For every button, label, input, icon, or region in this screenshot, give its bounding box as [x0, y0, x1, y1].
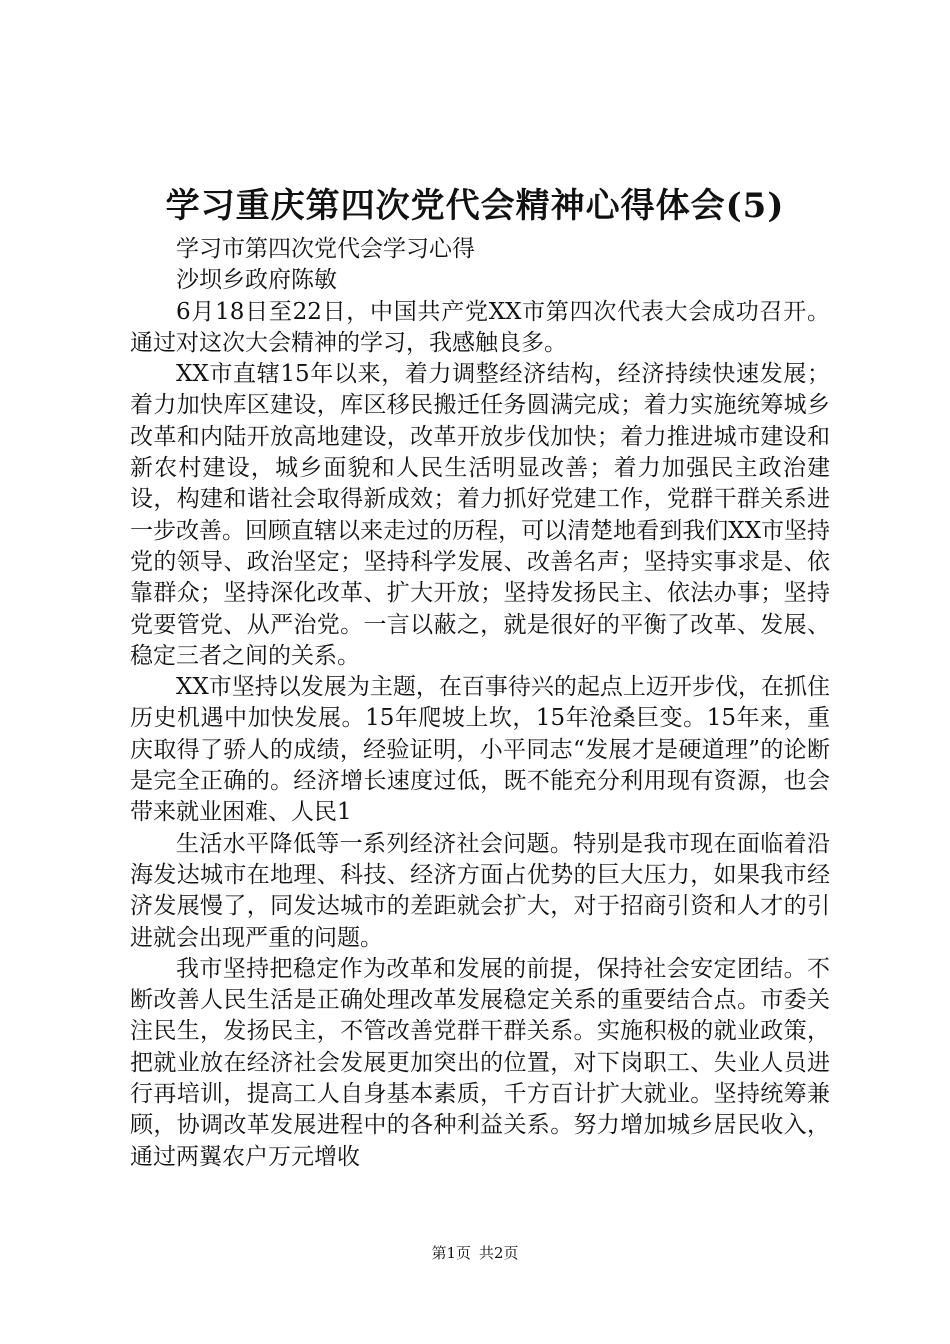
- subtitle-line: 学习市第四次党代会学习心得: [176, 236, 475, 262]
- page-footer: [0, 1243, 950, 1263]
- body-paragraph: XX市直辖15年以来，着力调整经济结构，经济持续快速发展；着力加快库区建设，库区移民搬迁任务圆满完成；着力实施统筹城乡改革和内陆开放高地建设，改革开放步伐加快；着力推进城市建设和新农村建设，城乡面貌和人民生活明显改善；着力加强民主政治建设，构建和谐社会取得新成效；着力抓好党建工作，党群干群关系进一步改善。回顾直辖以来走过的历程，可以清楚地看到我们XX市坚持党的领导、政治坚定；坚持科学发展、改善名声；坚持实事求是、依靠群众；坚持深化改革、扩大开放；坚持发扬民主、依法办事；坚持党要管党、从严治党。一言以蔽之，就是很好的平衡了改革、发展、稳定三者之间的关系。: [130, 361, 830, 669]
- document-title: 学习重庆第四次党代会精神心得体会(5): [165, 186, 785, 226]
- document-body: [130, 234, 830, 1173]
- body-paragraph: 6月18日至22日，中国共产党XX市第四次代表大会成功召开。通过对这次大会精神的学习，我感触良多。: [130, 298, 830, 356]
- page-total: 共2页: [479, 1244, 519, 1262]
- body-paragraph: 生活水平降低等一系列经济社会问题。特别是我市现在面临着沿海发达城市在地理、科技、经济方面占优势的巨大压力，如果我市经济发展慢了，同发达城市的差距就会扩大，对于招商引资和人才的引进就会出现严重的问题。: [130, 830, 830, 951]
- page-number: 第1页: [431, 1244, 471, 1262]
- body-paragraph: XX市坚持以发展为主题，在百事待兴的起点上迈开步伐，在抓住历史机遇中加快发展。15年爬坡上坎，15年沧桑巨变。15年来，重庆取得了骄人的成绩，经验证明，小平同志“发展才是硬道理”的论断是完全正确的。经济增长速度过低，既不能充分利用现有资源，也会带来就业困难、人民1: [130, 674, 830, 826]
- author-line: 沙坝乡政府陈敏: [176, 267, 337, 294]
- body-paragraph: 我市坚持把稳定作为改革和发展的前提，保持社会安定团结。不断改善人民生活是正确处理改革发展稳定关系的重要结合点。市委关注民生，发扬民主，不管改善党群干群关系。实施积极的就业政策，把就业放在经济社会发展更加突出的位置，对下岗职工、失业人员进行再培训，提高工人自身基本素质，千方百计扩大就业。坚持统筹兼顾，协调改革发展进程中的各种利益关系。努力增加城乡居民收入，通过两翼农户万元增收: [130, 955, 830, 1170]
